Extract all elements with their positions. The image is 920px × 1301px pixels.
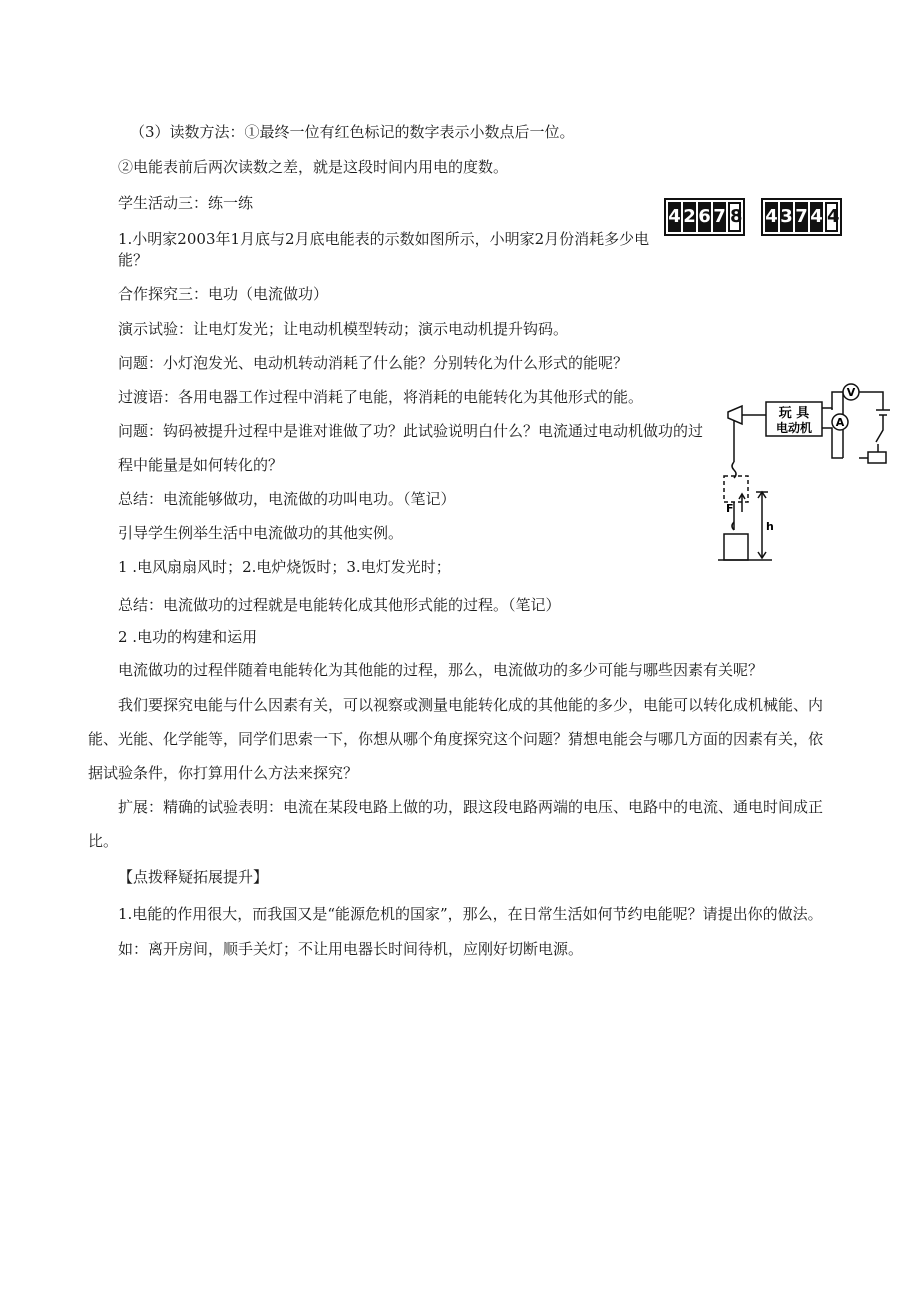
examples-list: 1 .电风扇扇风时；2.电炉烧饭时；3.电灯发光时； bbox=[118, 558, 451, 576]
reading-method: （3）读数方法：①最终一位有红色标记的数字表示小数点后一位。 bbox=[130, 123, 575, 141]
summary-electric-work: 总结：电流能够做功，电流做的功叫电功。（笔记） bbox=[118, 490, 456, 508]
guide-examples: 引导学生例举生活中电流做功的其他实例。 bbox=[118, 524, 404, 542]
meter-reading-january bbox=[664, 198, 745, 236]
question-energy: 问题：小灯泡发光、电动机转动消耗了什么能？分别转化为什么形式的能呢？ bbox=[118, 354, 629, 372]
summary-conversion: 总结：电流做功的过程就是电能转化成其他形式能的过程。（笔记） bbox=[118, 596, 561, 614]
explore-paragraph-1: 我们要探究电能与什么因素有关，可以视察或测量电能转化成的其他能的多少，电能可以转化成机械能、内 bbox=[118, 696, 824, 714]
extension-text: 扩展：精确的试验表明：电流在某段电路上做的功，跟这段电路两端的电压、电路中的电流、通电时间成正 bbox=[118, 798, 824, 816]
meter-digit: 3 bbox=[780, 202, 793, 232]
exercise-question-cont: 能？ bbox=[118, 251, 149, 269]
meter-digit: 7 bbox=[713, 202, 726, 232]
meter-digit: 6 bbox=[698, 202, 711, 232]
height-label: h bbox=[766, 520, 774, 533]
extension-text-cont: 比。 bbox=[88, 832, 119, 850]
meter-digit: 4 bbox=[810, 202, 823, 232]
explore-paragraph-2: 能、光能、化学能等，同学们思索一下，你想从哪个角度探究这个问题？猜想电能会与哪几方面的因素有关，依 bbox=[88, 730, 824, 748]
key-points-heading: 【点拨释疑拓展提升】 bbox=[118, 868, 269, 886]
explore-paragraph-3: 据试验条件，你打算用什么方法来探究？ bbox=[88, 764, 359, 782]
reading-difference: ②电能表前后两次读数之差，就是这段时间内用电的度数。 bbox=[118, 158, 509, 176]
force-label: F bbox=[726, 502, 734, 515]
save-energy-question: 1.电能的作用很大，而我国又是“能源危机的国家”，那么，在日常生活如何节约电能呢？请提出你的做法。 bbox=[118, 905, 823, 923]
meter-reading-february bbox=[761, 198, 842, 236]
motor-label-bottom: 电动机 bbox=[775, 421, 813, 435]
question-work-cont: 程中能量是如何转化的？ bbox=[118, 456, 284, 474]
motor-label-top: 玩 具 bbox=[778, 406, 810, 421]
demo-experiment: 演示试验：让电灯发光；让电动机模型转动；演示电动机提升钩码。 bbox=[118, 320, 569, 338]
question-work: 问题：钩码被提升过程中是谁对谁做了功？此试验说明白什么？电流通过电动机做功的过 bbox=[118, 422, 704, 440]
transition-text: 过渡语：各用电器工作过程中消耗了电能，将消耗的电能转化为其他形式的能。 bbox=[118, 388, 644, 406]
meter-digit: 7 bbox=[795, 202, 808, 232]
factors-question: 电流做功的过程伴随着电能转化为其他能的过程，那么，电流做功的多少可能与哪些因素有关呢？ bbox=[118, 661, 764, 679]
meter-decimal-digit: 8 bbox=[728, 202, 741, 232]
section-construction: 2 .电功的构建和运用 bbox=[118, 628, 258, 646]
activity-three-heading: 学生活动三：练一练 bbox=[118, 194, 254, 212]
voltmeter-label: V bbox=[846, 386, 856, 399]
ammeter-label: A bbox=[835, 416, 845, 429]
meter-digit: 4 bbox=[668, 202, 681, 232]
cooperative-inquiry-heading: 合作探究三：电功（电流做功） bbox=[118, 285, 329, 303]
save-energy-example: 如：离开房间，顺手关灯；不让用电器长时间待机，应刚好切断电源。 bbox=[118, 940, 584, 958]
meter-decimal-digit: 4 bbox=[825, 202, 838, 232]
motor-circuit-diagram bbox=[718, 382, 898, 567]
meter-digit: 2 bbox=[683, 202, 696, 232]
meter-digit: 4 bbox=[765, 202, 778, 232]
exercise-question: 1.小明家2003年1月底与2月底电能表的示数如图所示，小明家2月份消耗多少电 bbox=[118, 230, 650, 248]
